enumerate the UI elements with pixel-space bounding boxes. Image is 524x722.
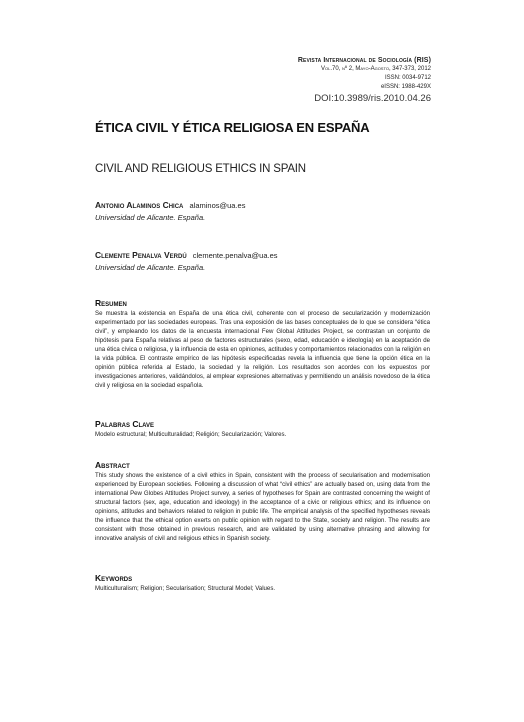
journal-name: Revista Internacional de Sociología (RIS) [297, 57, 431, 64]
keywords-section [95, 573, 430, 593]
journal-doi: DOI:10.3989/ris.2010.04.26 [314, 93, 431, 104]
resumen-section [95, 298, 430, 390]
abstract-section [95, 460, 430, 543]
author-block-2 [95, 249, 278, 274]
keywords-heading: Keywords [95, 573, 133, 583]
author-affiliation: Universidad de Alicante. España. [95, 263, 206, 272]
author-affiliation: Universidad de Alicante. España. [95, 213, 206, 222]
author-email: clemente.penalva@ua.es [192, 251, 278, 260]
resumen-heading: Resumen [95, 298, 127, 308]
article-title-english: CIVIL AND RELIGIOUS ETHICS IN SPAIN [95, 163, 306, 175]
resumen-text: Se muestra la existencia en España de una ética civil, coherente con el proceso de secularización y modernización experimentado por las sociedades europeas. Tras una exposición de las bases conceptuales de lo que se considera “ética civil”, y empleando los datos de la encuesta internacional Few Global Attitudes Project, se contrastan un conjunto de hipótesis para España relativas al peso de factores estructurales (sexo, edad, educación e ideología) en la aceptación de una ética cívica o religiosa, y la influencia de esta en opiniones, actitudes y comportamientos relacionados con la religión en la vida pública. El contraste empírico de las hipótesis especificadas revela la influencia que tiene la opción ética en la opinión pública referida al Estado, la sociedad y la religión. Los resultados son acordes con los expuestos por investigaciones anteriores, validándolos, al emplear expresiones alternativas y permitiendo un análisis novedoso de la ética civil y religiosa en la sociedad española. [95, 310, 430, 389]
abstract-text: This study shows the existence of a civil ethics in Spain, consistent with the process of secularisation and modernisation experienced by European societies. Following a discussion of what “civil ethics” are actually based on, using data from the international Pew Globes Attitudes Project survey, a series of hypotheses for Spain are contrasted concerning the weight of structural factors (sex, age, education and ideology) in the acceptance of a civic or religious ethics; and its influence on opinions, attitudes and behaviors related to religion in public life. The empirical analysis of the specified hypotheses reveals the influence that the ethical option exerts on public opinion with regard to the State, society and religion. The results are consistent with those obtained in previous research, and are validated by using alternative phrasing and allowing for innovative analysis of civil and religious ethics in Spanish society. [95, 472, 430, 542]
journal-header [298, 56, 431, 105]
author-name: Clemente Penalva Verdú [95, 250, 187, 260]
palabras-clave-text: Modelo estructural; Multiculturalidad; Religión; Secularización; Valores. [95, 431, 287, 438]
keywords-text: Multiculturalism; Religion; Secularisation; Structural Model; Values. [95, 585, 276, 592]
journal-issn: ISSN: 0034-9712 [384, 75, 431, 81]
abstract-heading: Abstract [95, 460, 130, 470]
article-title-spanish: ÉTICA CIVIL Y ÉTICA RELIGIOSA EN ESPAÑA [95, 120, 370, 135]
palabras-clave-heading: Palabras Clave [95, 419, 155, 429]
author-block-1 [95, 199, 245, 224]
journal-volume: Vol.70, nº 2, Mayo-Agosto, 347-373, 2012 [321, 66, 431, 72]
palabras-clave-section [95, 419, 430, 439]
author-name: Antonio Alaminos Chica [95, 200, 184, 210]
journal-eissn: eISSN: 1988-429X [380, 84, 431, 90]
author-email: alaminos@ua.es [189, 201, 246, 210]
